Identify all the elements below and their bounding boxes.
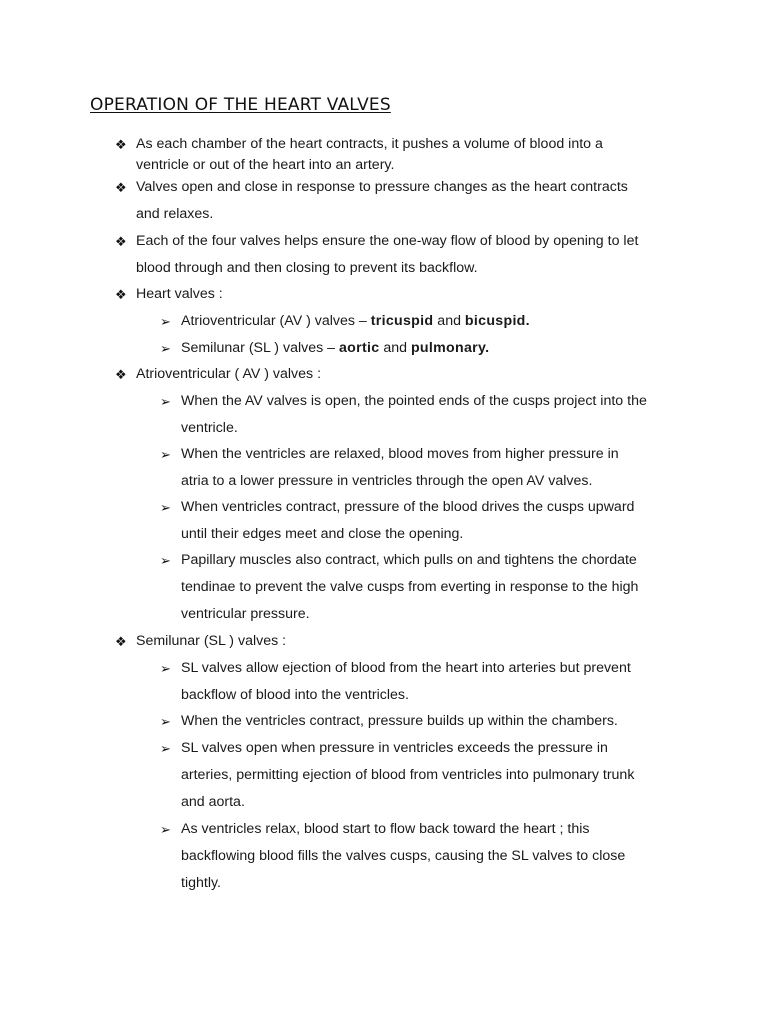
arrow-bullet-icon: ➢ [160,553,171,568]
sub-list-item-text: When ventricles contract, pressure of the blood drives the cusps upward until their edges meet and close the opening. [181,499,635,542]
diamond-bullet-icon: ❖ [115,367,127,382]
page-title: OPERATION OF THE HEART VALVES [90,95,391,115]
arrow-bullet-icon: ➢ [160,714,171,729]
list-item-text: Atrioventricular ( AV ) valves : [136,366,322,382]
sub-list-item-text: Papillary muscles also contract, which pulls on and tightens the chordate tendinae to prevent the valve cusps from everting in response to the high ventricular pressure. [181,552,639,622]
list-item-text: Semilunar (SL ) valves : [136,633,287,649]
list-item-text: As each chamber of the heart contracts, it pushes a volume of blood into a ventricle or out of the heart into an artery. [136,136,603,173]
list-item-text: Each of the four valves helps ensure the one-way flow of blood by opening to let blood through and then closing to prevent its backflow. [136,233,639,276]
sub-list-item-text: Atrioventricular (AV ) valves – tricuspid and bicuspid. [181,313,530,329]
arrow-bullet-icon: ➢ [160,394,171,409]
sub-list-item-text: When the ventricles contract, pressure builds up within the chambers. [181,713,618,729]
list-item-text: Valves open and close in response to pressure changes as the heart contracts and relaxes. [136,179,628,222]
diamond-bullet-icon: ❖ [115,287,127,302]
diamond-bullet-icon: ❖ [115,180,127,195]
arrow-bullet-icon: ➢ [160,341,171,356]
diamond-bullet-icon: ❖ [115,137,127,152]
sub-list-item-text: When the ventricles are relaxed, blood moves from higher pressure in atria to a lower pressure in ventricles through the open AV valves. [181,446,619,489]
arrow-bullet-icon: ➢ [160,314,171,329]
sub-list-item-text: SL valves allow ejection of blood from the heart into arteries but prevent backflow of blood into the ventricles. [181,660,631,703]
arrow-bullet-icon: ➢ [160,661,171,676]
diamond-bullet-icon: ❖ [115,234,127,249]
sub-list-item-text: SL valves open when pressure in ventricles exceeds the pressure in arteries, permitting ejection of blood from ventricles into pulmonary trunk and aorta. [181,740,635,810]
sub-list-item-text: As ventricles relax, blood start to flow back toward the heart ; this backflowing blood fills the valves cusps, causing the SL valves to close tightly. [181,821,626,891]
arrow-bullet-icon: ➢ [160,741,171,756]
arrow-bullet-icon: ➢ [160,822,171,837]
diamond-bullet-icon: ❖ [115,634,127,649]
list-item-text: Heart valves : [136,286,223,302]
sub-list-item-text: When the AV valves is open, the pointed ends of the cusps project into the ventricle. [181,393,647,436]
sub-list-item-text: Semilunar (SL ) valves – aortic and pulmonary. [181,340,490,356]
arrow-bullet-icon: ➢ [160,447,171,462]
arrow-bullet-icon: ➢ [160,500,171,515]
